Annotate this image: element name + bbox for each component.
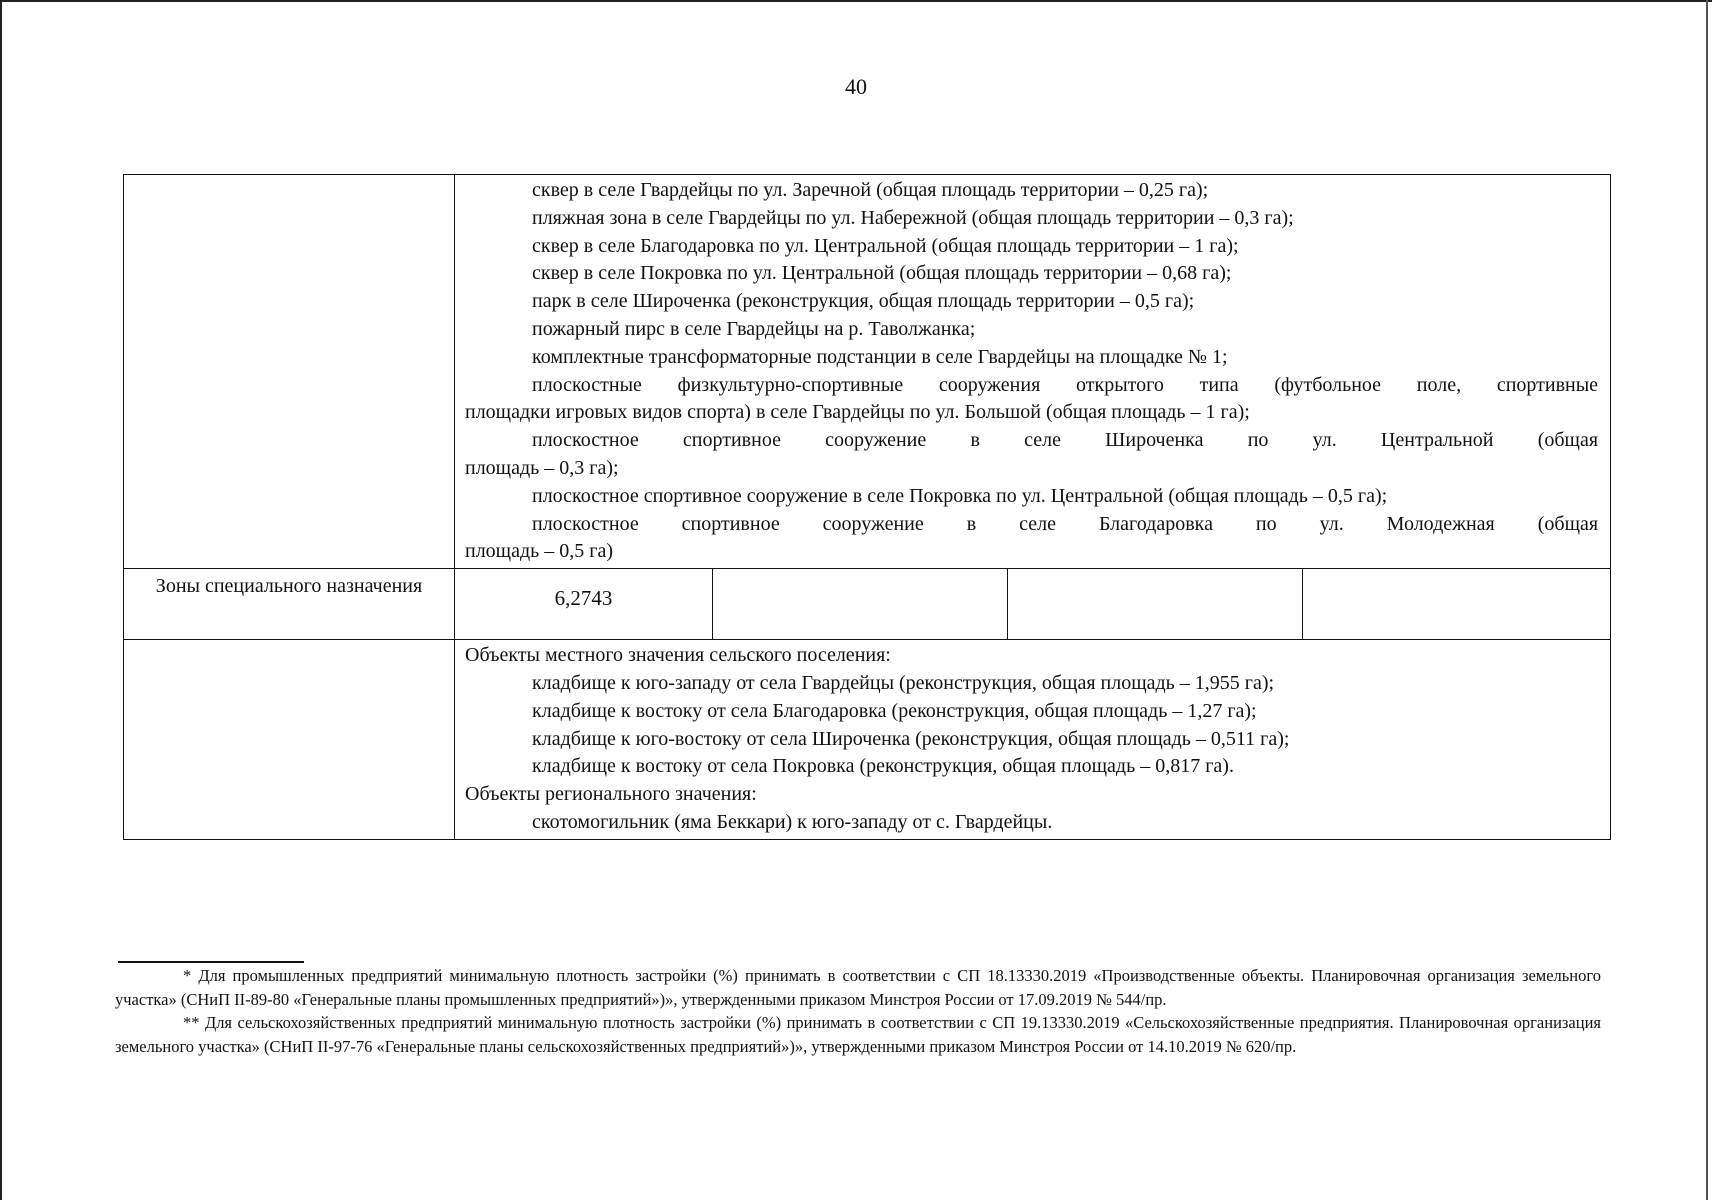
object-line: пожарный пирс в селе Гвардейцы на р. Таволжанка; [532, 317, 976, 340]
footnote-agricultural: ** Для сельскохозяйственных предприятий минимальную плотность застройки (%) принимать в соответствии с СП 19.13330.2019 «Сельскохозяйственные предприятия. Планировочная организация земельного участка» (СНиП II-97-76 «Генеральные планы сельскохозяйственных предприятий»)», утвержденными приказом Минстроя России от 14.10.2019 № 620/пр. [115, 1013, 1601, 1056]
scan-border-top [0, 0, 1712, 2]
footnote-separator [118, 961, 304, 963]
empty-cell [713, 569, 1008, 640]
object-line: комплектные трансформаторные подстанции в селе Гвардейцы на площадке № 1; [532, 345, 1228, 368]
zone-area-cell: 6,2743 [455, 569, 713, 640]
paragraph-first-line: плоскостное спортивное сооружение в селе Благодаровка по ул. Молодежная (общая [532, 512, 1599, 535]
paragraph-continuation: площадки игровых видов спорта) в селе Гвардейцы по ул. Большой (общая площадь – 1 га); [465, 401, 1250, 424]
object-line: сквер в селе Благодаровка по ул. Центральной (общая площадь территории – 1 га); [532, 234, 1239, 257]
paragraph-continuation: площадь – 0,5 га) [465, 540, 613, 563]
object-paragraph [465, 372, 1598, 428]
paragraph-first-line: плоскостное спортивное сооружение в селе Широченка по ул. Центральной (общая [532, 429, 1599, 452]
scan-border-left [0, 0, 2, 1200]
zones-table [123, 174, 1611, 840]
object-line: кладбище к юго-западу от села Гвардейцы (реконструкция, общая площадь – 1,955 га); [532, 671, 1275, 694]
footnote-industrial: * Для промышленных предприятий минимальную плотность застройки (%) принимать в соответствии с СП 18.13330.2019 «Производственные объекты. Планировочная организация земельного участка» (СНиП II-89-80 «Генеральные планы промышленных предприятий»)», утвержденными приказом Минстроя России от 17.09.2019 № 544/пр. [115, 966, 1601, 1009]
object-line: плоскостное спортивное сооружение в селе Покровка по ул. Центральной (общая площадь – 0,5 га); [532, 484, 1388, 507]
scan-border-right [1706, 0, 1708, 1200]
object-paragraph [465, 511, 1598, 567]
paragraph-continuation: площадь – 0,3 га); [465, 456, 619, 479]
table-row-special-zone [124, 569, 1611, 640]
object-line: парк в селе Широченка (реконструкция, общая площадь территории – 0,5 га); [532, 290, 1195, 313]
empty-cell [124, 640, 455, 840]
empty-cell [1008, 569, 1303, 640]
object-line: пляжная зона в селе Гвардейцы по ул. Набережной (общая площадь территории – 0,3 га); [532, 206, 1294, 229]
section-heading-regional: Объекты регионального значения: [465, 783, 757, 806]
paragraph-first-line: плоскостные физкультурно-спортивные сооружения открытого типа (футбольное поле, спортивные [532, 373, 1599, 396]
object-line: сквер в селе Гвардейцы по ул. Заречной (общая площадь территории – 0,25 га); [532, 179, 1209, 201]
object-line: кладбище к востоку от села Благодаровка (реконструкция, общая площадь – 1,27 га); [532, 699, 1257, 722]
empty-cell [124, 175, 455, 569]
special-objects-cell [455, 640, 1611, 840]
table-row-recreation-objects [124, 175, 1611, 569]
object-line: сквер в селе Покровка по ул. Центральной (общая площадь территории – 0,68 га); [532, 262, 1232, 285]
page-number: 40 [845, 74, 867, 99]
footnotes [115, 964, 1601, 1058]
zone-name-cell: Зоны специального назначения [124, 569, 455, 640]
object-line: кладбище к востоку от села Покровка (реконструкция, общая площадь – 0,817 га). [532, 755, 1234, 778]
object-paragraph [465, 427, 1598, 483]
object-line: кладбище к юго-востоку от села Широченка (реконструкция, общая площадь – 0,511 га); [532, 727, 1290, 750]
empty-cell [1303, 569, 1611, 640]
object-line: скотомогильник (яма Беккари) к юго-западу от с. Гвардейцы. [532, 810, 1053, 833]
table-row-special-objects [124, 640, 1611, 840]
objects-description-cell [455, 175, 1611, 569]
section-heading-local: Объекты местного значения сельского поселения: [465, 644, 891, 667]
